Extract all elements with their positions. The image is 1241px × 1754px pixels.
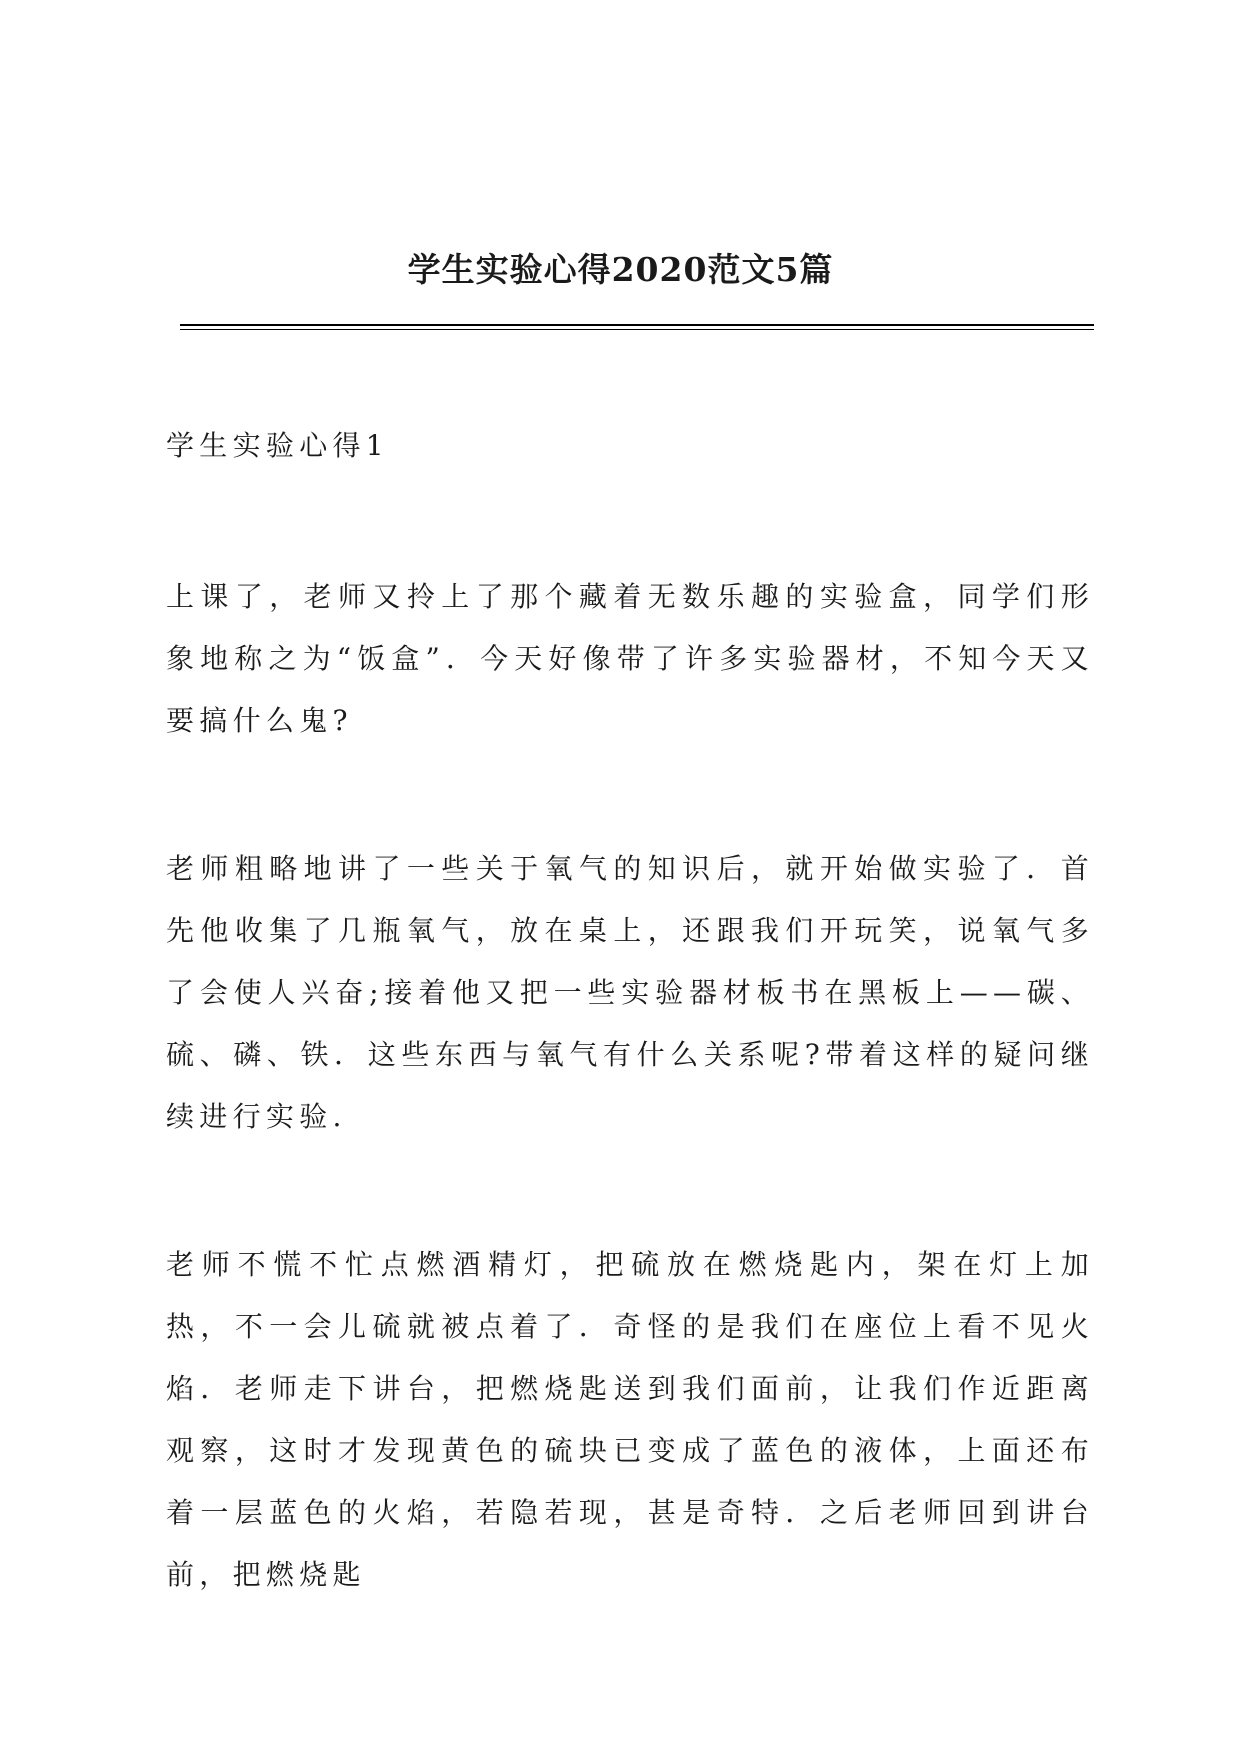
paragraph: 老师粗略地讲了一些关于氧气的知识后，就开始做实验了．首先他收集了几瓶氧气，放在桌上，还跟我们开玩笑，说氧气多了会使人兴奋;接着他又把一些实验器材板书在黑板上——碳、硫、磷、铁．这些东西与氧气有什么关系呢?带着这样的疑问继续进行实验. [166, 852, 1094, 1133]
section-heading: 学生实验心得1 [166, 429, 389, 462]
paragraph: 老师不慌不忙点燃酒精灯，把硫放在燃烧匙内，架在灯上加热，不一会儿硫就被点着了．奇怪的是我们在座位上看不见火焰．老师走下讲台，把燃烧匙送到我们面前，让我们作近距离观察，这时才发现黄色的硫块已变成了蓝色的液体，上面还布着一层蓝色的火焰，若隐若现，甚是奇特．之后老师回到讲台前，把燃烧匙 [166, 1248, 1094, 1591]
title-divider [180, 324, 1094, 330]
document-body [166, 418, 1094, 1692]
paragraph: 上课了，老师又拎上了那个藏着无数乐趣的实验盒，同学们形象地称之为“饭盒”．今天好像带了许多实验器材，不知今天又要搞什么鬼? [166, 580, 1094, 737]
document-title: 学生实验心得2020范文5篇 [407, 250, 834, 289]
